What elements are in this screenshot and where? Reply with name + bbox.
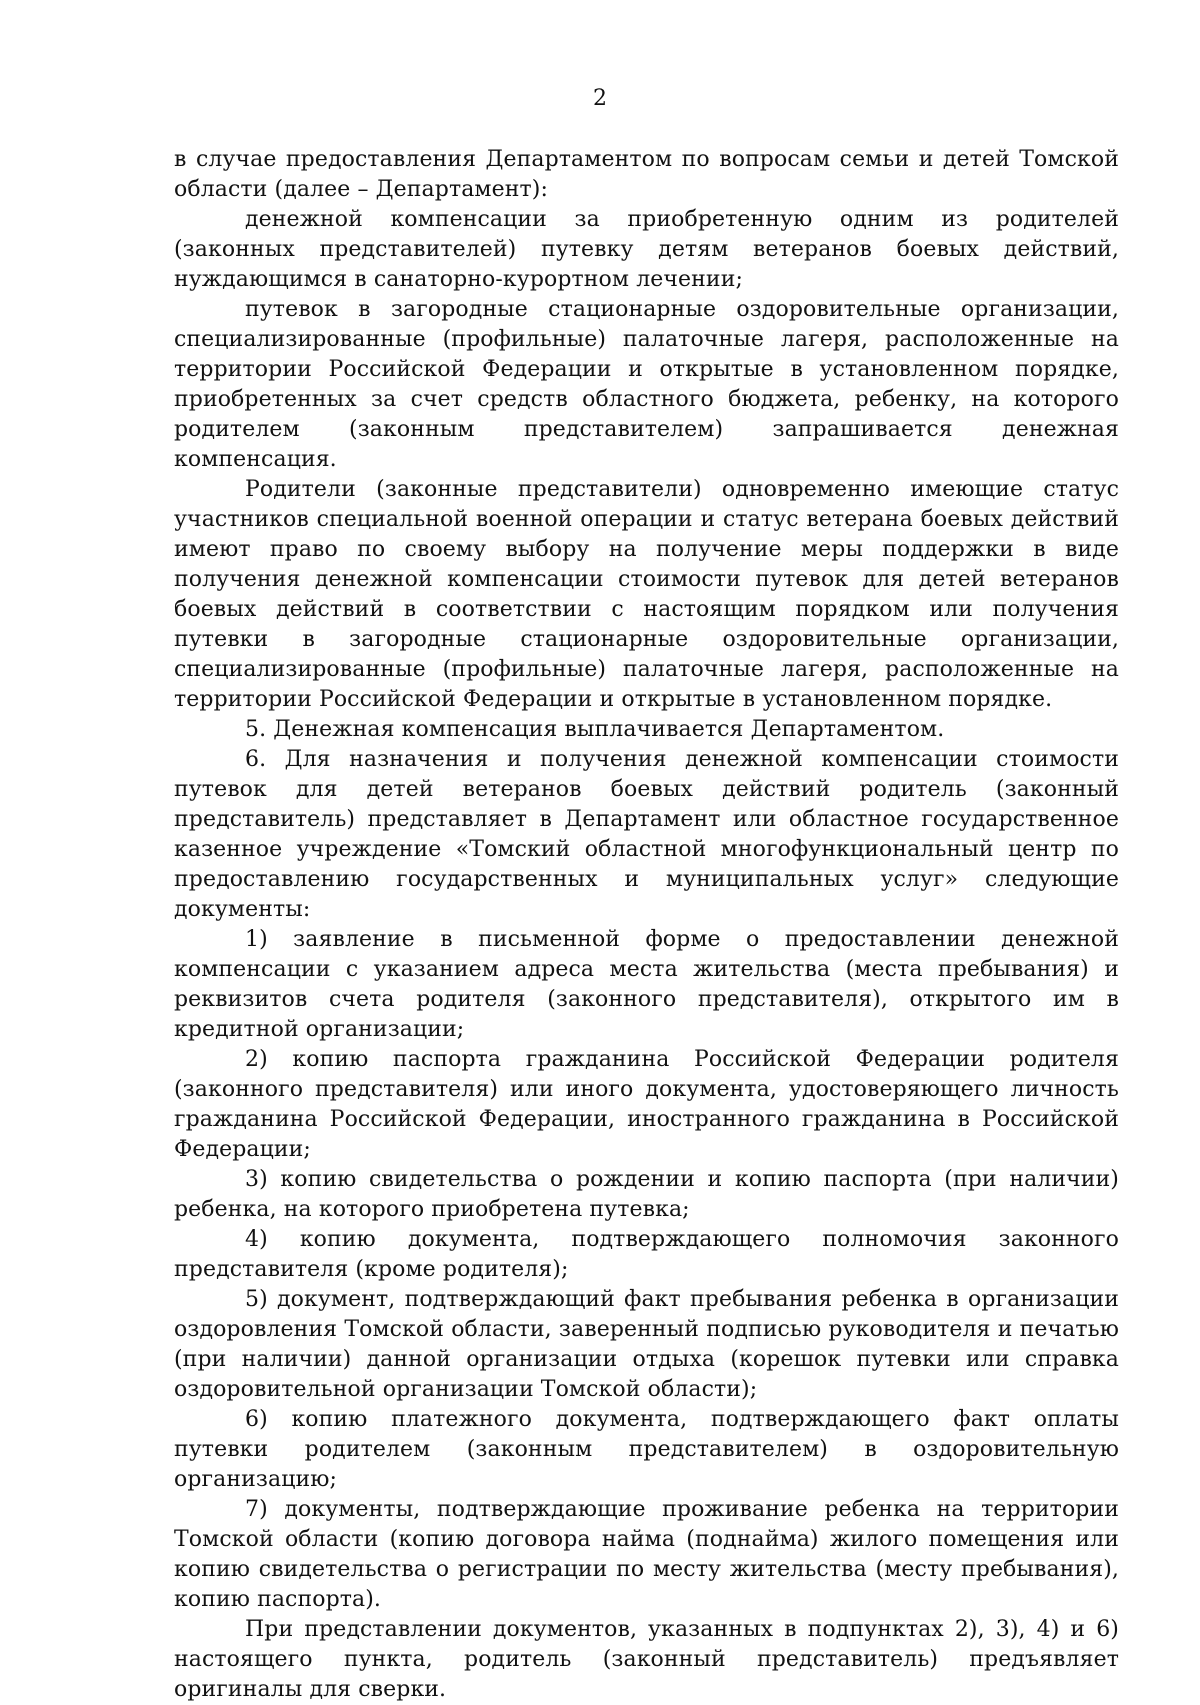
paragraph: в случае предоставления Департаментом по вопросам семьи и детей Томской области (далее – Департамент): [174,147,1119,202]
paragraph: Родители (законные представители) одновременно имеющие статус участников специальной военной операции и статус ветерана боевых действий имеют право по своему выбору на получение меры поддержки в виде получения денежной компенсации стоимости путевок для детей ветеранов боевых действий в соответствии с настоящим порядком или получения путевки в загородные стационарные оздоровительные организации, специализированные (профильные) палаточные лагеря, расположенные на территории Российской Федерации и открытые в установленном порядке. [174,477,1119,712]
list-item: 2) копию паспорта гражданина Российской Федерации родителя (законного представителя) или иного документа, удостоверяющего личность гражданина Российской Федерации, иностранного гражданина в Российской Федерации; [174,1047,1119,1162]
page-number: 2 [593,86,607,111]
list-item: 4) копию документа, подтверждающего полномочия законного представителя (кроме родителя); [174,1227,1119,1282]
list-item: 7) документы, подтверждающие проживание ребенка на территории Томской области (копию договора найма (поднайма) жилого помещения или копию свидетельства о регистрации по месту жительства (месту пребывания), копию паспорта). [174,1497,1119,1612]
list-item: 5) документ, подтверждающий факт пребывания ребенка в организации оздоровления Томской области, заверенный подписью руководителя и печатью (при наличии) данной организации отдыха (корешок путевки или справка оздоровительной организации Томской области); [174,1287,1119,1402]
paragraph: 5. Денежная компенсация выплачивается Департаментом. [245,717,945,742]
document-body [174,145,1119,1705]
paragraph: путевок в загородные стационарные оздоровительные организации, специализированные (профильные) палаточные лагеря, расположенные на территории Российской Федерации и открытые в установленном порядке, приобретенных за счет средств областного бюджета, ребенку, на которого родителем (законным представителем) запрашивается денежная компенсация. [174,297,1119,472]
list-item: 3) копию свидетельства о рождении и копию паспорта (при наличии) ребенка, на которого приобретена путевка; [174,1167,1119,1222]
list-item: 6) копию платежного документа, подтверждающего факт оплаты путевки родителем (законным представителем) в оздоровительную организацию; [174,1407,1119,1492]
paragraph: 6. Для назначения и получения денежной компенсации стоимости путевок для детей ветеранов боевых действий родитель (законный представитель) представляет в Департамент или областное государственное казенное учреждение «Томский областной многофункциональный центр по предоставлению государственных и муниципальных услуг» следующие документы: [174,747,1119,922]
paragraph: При представлении документов, указанных в подпунктах 2), 3), 4) и 6) настоящего пункта, родитель (законный представитель) предъявляет оригиналы для сверки. [174,1617,1119,1702]
list-item: 1) заявление в письменной форме о предоставлении денежной компенсации с указанием адреса места жительства (места пребывания) и реквизитов счета родителя (законного представителя), открытого им в кредитной организации; [174,927,1119,1042]
paragraph: денежной компенсации за приобретенную одним из родителей (законных представителей) путевку детям ветеранов боевых действий, нуждающимся в санаторно-курортном лечении; [174,207,1119,292]
